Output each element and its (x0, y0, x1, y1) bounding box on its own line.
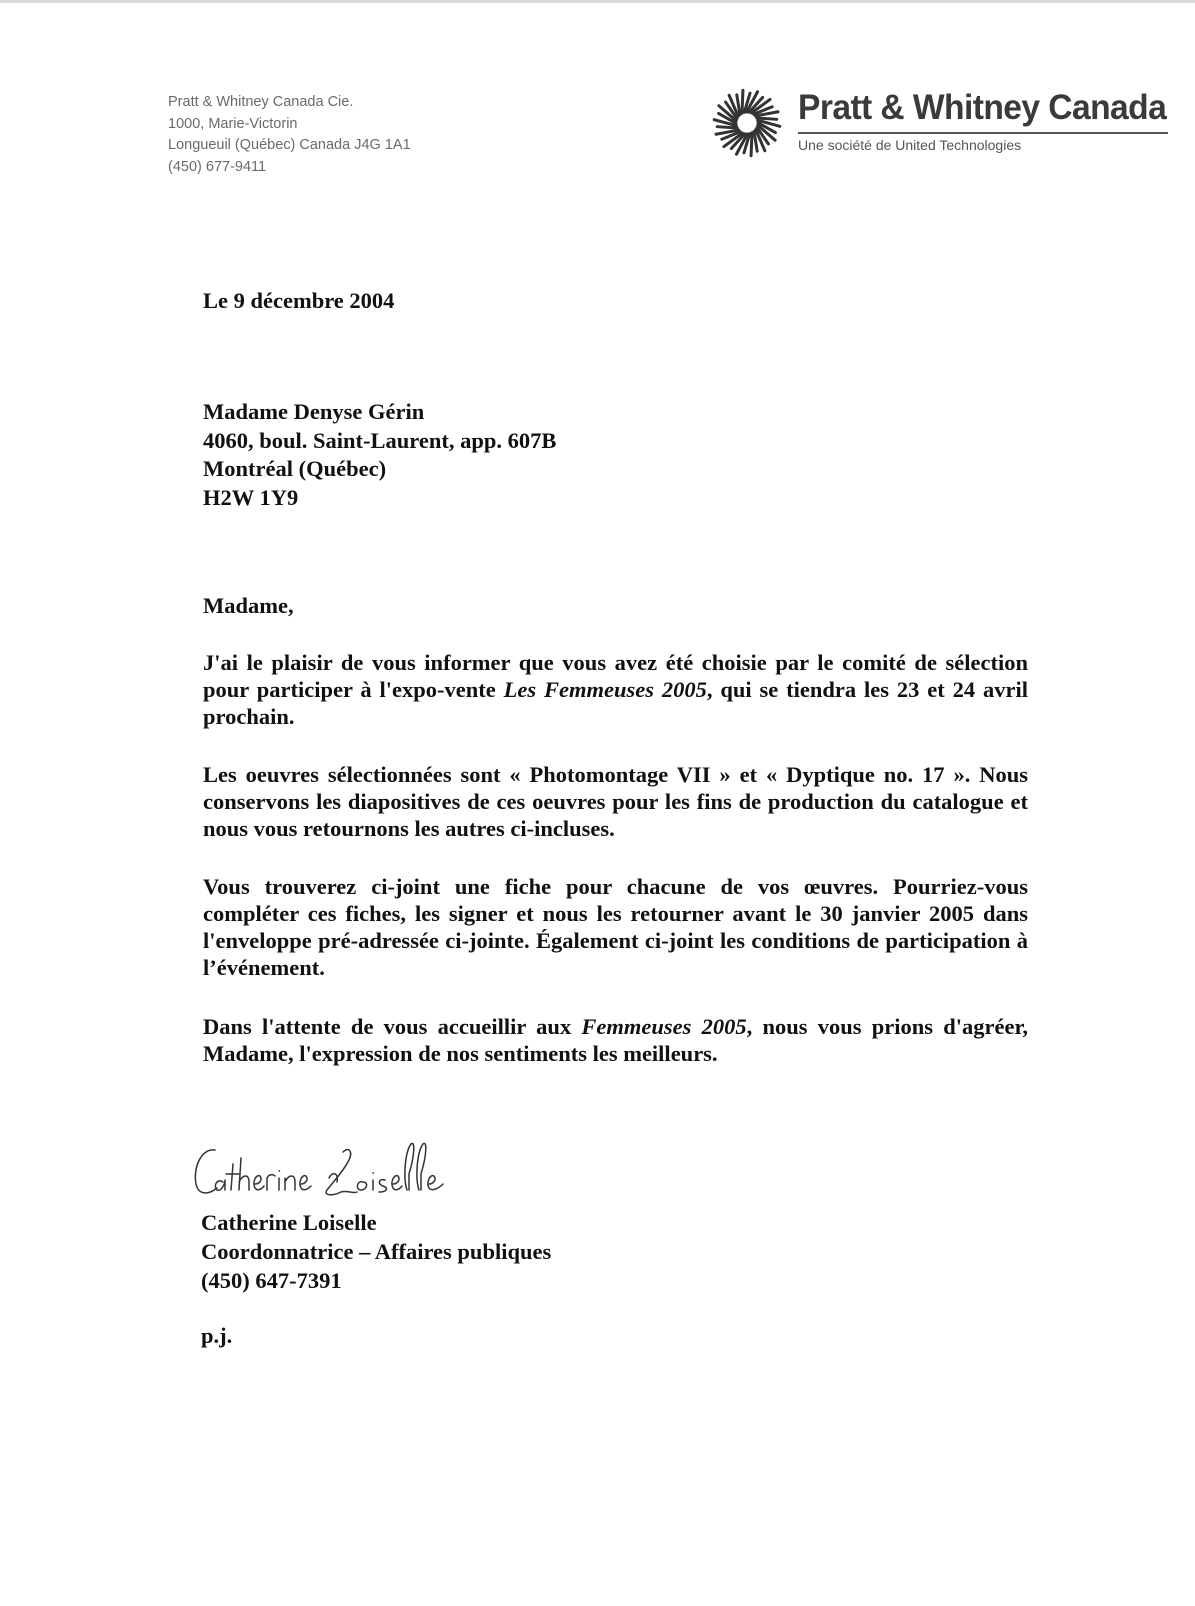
recipient-street: 4060, boul. Saint-Laurent, app. 607B (203, 427, 557, 453)
sender-phone: (450) 677-9411 (168, 158, 267, 175)
signer-name: Catherine Loiselle (201, 1210, 377, 1235)
sender-company: Pratt & Whitney Canada Cie. (168, 94, 354, 110)
recipient-postal-code: H2W 1Y9 (203, 484, 299, 510)
salutation: Madame, (203, 593, 294, 618)
signature-block (201, 1208, 551, 1295)
paragraph-closing: Dans l'attente de vous accueillir aux Femmeuses 2005, nous vous prions d'agréer, Madame, l'expression de nos sentiments les meilleurs. (203, 1014, 1029, 1066)
recipient-address (203, 398, 556, 512)
brand-name: Pratt & Whitney Canada (798, 88, 1167, 127)
event-title: Femmeuses 2005 (581, 1014, 747, 1039)
event-title: Les Femmeuses 2005 (503, 677, 707, 702)
scan-edge (0, 0, 1195, 3)
recipient-city: Montréal (Québec) (203, 456, 387, 481)
signer-phone: (450) 647-7391 (201, 1268, 342, 1293)
handwritten-signature (193, 1138, 463, 1208)
sunburst-logo-icon (712, 88, 782, 158)
enclosure-note: p.j. (201, 1323, 233, 1348)
paragraph-selection: J'ai le plaisir de vous informer que vous avez été choisie par le comité de sélection pour participer à l'expo-vente Les Femmeuses 2005, qui se tiendra les 23 et 24 avril prochain. (203, 650, 1028, 729)
brand-tagline: Une société de United Technologies (798, 137, 1022, 153)
letter-date: Le 9 décembre 2004 (203, 288, 395, 313)
paragraph-forms: Vous trouverez ci-joint une fiche pour chacune de vos œuvres. Pourriez-vous compléter ces fiches, les signer et nous les retourner avant le 30 janvier 2005 dans l'enveloppe pré-adressée ci-jointe. Également ci-joint les conditions de participation à l’événement. (203, 874, 1028, 980)
paragraph-works: Les oeuvres sélectionnées sont « Photomontage VII » et « Dyptique no. 17 ». Nous conservons les diapositives de ces oeuvres pour les fins de production du catalogue et nous vous retournons les autres ci-incluses. (203, 762, 1028, 841)
sender-address (168, 92, 411, 178)
sender-city: Longueuil (Québec) Canada J4G 1A1 (168, 137, 411, 153)
brand-divider (798, 132, 1168, 134)
recipient-name: Madame Denyse Gérin (203, 399, 425, 424)
sender-street: 1000, Marie-Victorin (168, 115, 298, 132)
signer-title: Coordonnatrice – Affaires publiques (201, 1239, 552, 1264)
